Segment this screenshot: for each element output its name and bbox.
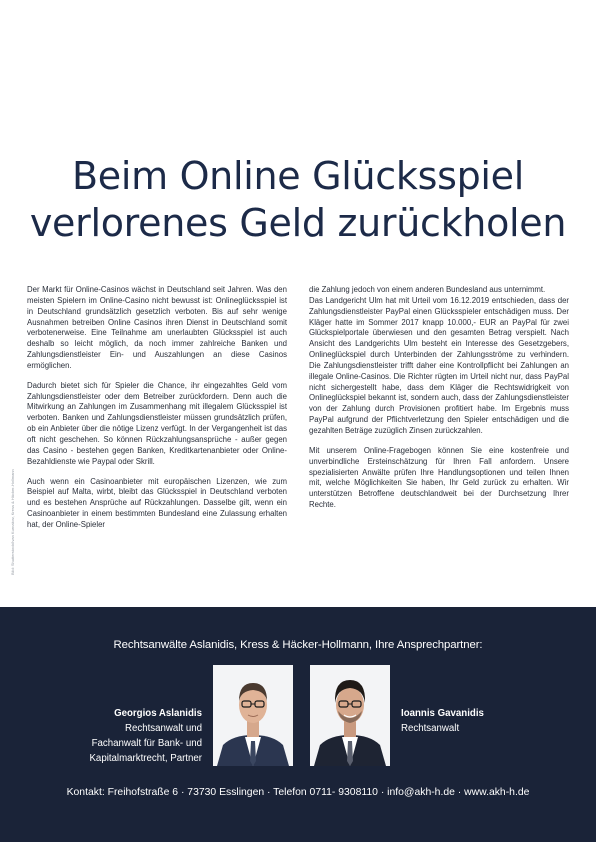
paragraph: Mit unserem Online-Fragebogen können Sie eine kostenfreie und unverbindliche Ersteinschätzung für Ihren Fall anfordern. Unsere spezialisierten Anwälte prüfen Ihre Handlungsoptionen und teilen Ihnen mit, welche Möglichkeiten Sie haben, Ihr Geld zurück zu erhalten. Wir unterstützen Betroffene deutschlandweit bei der Durchsetzung Ihrer Rechte. bbox=[309, 445, 569, 510]
person-title-line: Fachanwalt für Bank- und bbox=[91, 738, 202, 749]
contact-person-gavanidis bbox=[401, 706, 484, 736]
article-title bbox=[0, 153, 596, 247]
paragraph: Das Landgericht Ulm hat mit Urteil vom 16.12.2019 entschieden, dass der Zahlungsdienstleister PayPal einen Glücksspieler entschädigen muss. Der Kläger hatte im Sommer 2017 knapp 10.000,- EUR an PayPal für zwei Glückspielportale überwiesen und den gesamten Betrag verspielt. Nach Ansicht des Landgerichts Ulm besteht ein Interesse des Gesetzgebers, Onlineglückspiel durch Unterbinden der Zahlungsströme zu verhindern. Die Zahlungsdienstleister trifft daher eine Kontrollpflicht bei Zahlungen an illegale Online-Casinos. Die Richter rügten im Urteil nicht nur, dass PayPal nicht sichergestellt habe, dass dem Kläger die Rechtswidrigkeit von Onlineglückspiel bekannt ist, sondern auch, dass der Zahlungsdienstleister von der Zahlung durch Provisionen profitiert habe. Im Ergebnis muss PayPal aufgrund der Pflichtverletzung den Spieler entschädigen und die gezahlten Beträge zuzüglich Zinsen zurückzahlen. bbox=[309, 295, 569, 435]
contact-line: Kontakt: Freihofstraße 6 · 73730 Esslingen · Telefon 0711- 9308110 · info@akh-h.de · www.akh-h.de bbox=[66, 787, 530, 798]
title-line-2: verlorenes Geld zurückholen bbox=[29, 201, 567, 246]
portrait-photo-gavanidis bbox=[310, 665, 390, 766]
person-title-line: Kapitalmarktrecht, Partner bbox=[89, 753, 202, 764]
person-title-line: Rechtsanwalt und bbox=[124, 723, 202, 734]
portrait-photo-aslanidis bbox=[213, 665, 293, 766]
contact-footer bbox=[0, 607, 596, 842]
footer-heading: Rechtsanwälte Aslanidis, Kress & Häcker-Hollmann, Ihre Ansprechpartner: bbox=[113, 639, 483, 651]
person-name: Ioannis Gavanidis bbox=[401, 708, 484, 719]
paragraph: die Zahlung jedoch von einem anderen Bundesland aus unternimmt. bbox=[309, 285, 546, 294]
article-column-right bbox=[309, 285, 569, 520]
article-column-left bbox=[27, 285, 287, 540]
contact-person-aslanidis bbox=[89, 706, 202, 766]
paragraph: Dadurch bietet sich für Spieler die Chance, ihr eingezahltes Geld vom Zahlungsdienstleister oder dem Betreiber zurückfordern. Denn auch die Mitwirkung an Zahlungen im Zusammenhang mit illegalem Glücksspiel ist verboten. Banken und Zahlungsdienstleister müssen grundsätzlich prüfen, ob ein Anbieter über die nötige Lizenz verfügt. In der Vergangenheit ist das oft nicht geschehen. So können Rückzahlungsansprüche - außer gegen das Casino - bestehen gegen Banken, Kreditkartenanbieter oder Online-Bezahldienste wie Paypal oder Skrill. bbox=[27, 380, 287, 466]
title-line-1: Beim Online Glücksspiel bbox=[71, 154, 525, 199]
person-name: Georgios Aslanidis bbox=[114, 708, 202, 719]
person-title-line: Rechtsanwalt bbox=[401, 723, 460, 734]
photo-credit: Bild: Shutterstock/Ivan Kurnakov, Kress & Häcker-Hollmann bbox=[10, 469, 15, 575]
paragraph: Auch wenn ein Casinoanbieter mit europäischen Lizenzen, wie zum Beispiel auf Malta, wirbt, bleibt das Glücksspiel in Deutschland verboten und es bestehen Ansprüche auf Rückzahlungen. Dasselbe gilt, wenn ein Casinoanbieter in einem bestimmten Bundesland eine Zulassung erhalten hat, der Online-Spieler bbox=[27, 476, 287, 529]
paragraph: Der Markt für Online-Casinos wächst in Deutschland seit Jahren. Was den meisten Spielern im Online-Casino nicht bewusst ist: Onlineglücksspiel ist in Deutschland grundsätzlich gesetzlich verboten. Bis auf sehr wenige Ausnahmen betreiben Online Casinos ihren Dienst in Deutschland somit verbotenerweise. Eine Teilnahme am unerlaubten Glücksspiel ist auch deshalb so leicht möglich, da noch immer zahlreiche Banken und Zahlungsdienstleister Ein- und Auszahlungen an diese Casinos ermöglichen. bbox=[27, 285, 287, 370]
